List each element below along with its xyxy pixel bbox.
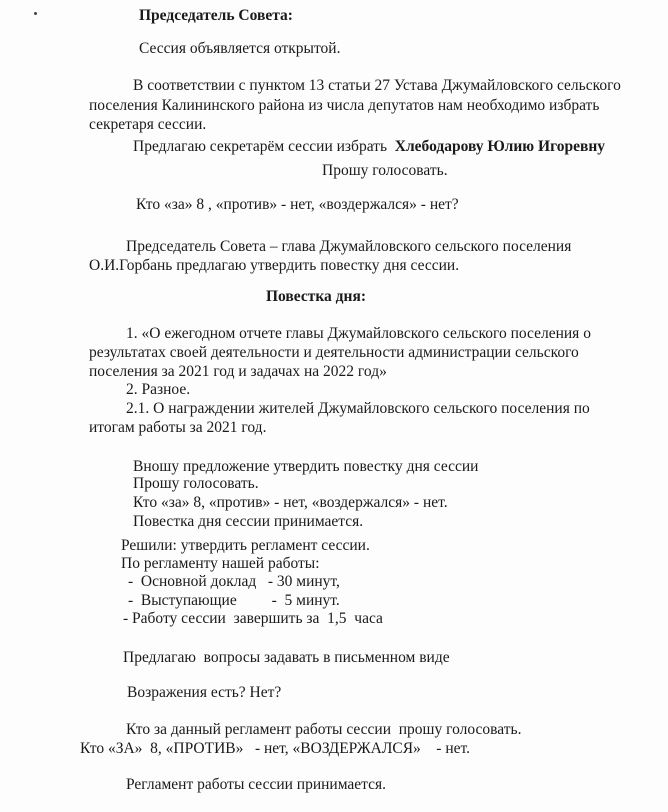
agenda-vote-result: Кто «за» 8, «против» - нет, «воздержался» - нет. (133, 494, 448, 511)
chairman-heading: Председатель Совета: (139, 7, 293, 24)
secretary-candidate-name: Хлебодарову Юлию Игоревну (394, 138, 606, 155)
regulation-item-duration: - Работу сессии завершить за 1,5 часа (123, 610, 383, 627)
scan-speck (34, 12, 37, 15)
session-opening: Сессия объявляется открытой. (139, 40, 341, 57)
agenda-title: Повестка дня: (266, 288, 366, 305)
regulation-vote-request: Кто за данный регламент работы сессии прошу голосовать. (126, 721, 522, 738)
secretary-vote-result: Кто «за» 8 , «против» - нет, «воздержался» - нет? (136, 196, 459, 213)
secretary-proposal (133, 138, 605, 156)
regulation-accepted: Регламент работы сессии принимается. (126, 776, 387, 793)
secretary-proposal-text: Предлагаю секретарём сессии избрать (133, 138, 388, 155)
regulation-item-speakers: - Выступающие - 5 минут. (128, 592, 340, 609)
secretary-paragraph-line-3: секретаря сессии. (89, 116, 207, 133)
agenda-vote-request: Прошу голосовать. (133, 475, 259, 492)
agenda-item-2-1-line-1: 2.1. О награждении жителей Джумайловского сельского поселения по (126, 400, 590, 417)
agenda-item-2-1-line-2: итогам работы за 2021 год. (89, 419, 267, 436)
secretary-paragraph-line-1: В соответствии с пунктом 13 статьи 27 Устава Джумайловского сельского (133, 77, 621, 94)
regulation-objections: Возражения есть? Нет? (127, 684, 282, 701)
agenda-item-1-line-1: 1. «О ежегодном отчете главы Джумайловского сельского поселения о (126, 325, 591, 342)
agenda-item-1-line-3: поселения за 2021 год и задачах на 2022 год» (89, 363, 387, 380)
regulation-decision: Решили: утвердить регламент сессии. (121, 537, 370, 554)
regulation-intro: По регламенту нашей работы: (121, 555, 320, 572)
regulation-vote-result: Кто «ЗА» 8, «ПРОТИВ» - нет, «ВОЗДЕРЖАЛСЯ» - нет. (80, 740, 470, 757)
regulation-questions: Предлагаю вопросы задавать в письменном виде (123, 649, 450, 666)
agenda-item-2: 2. Разное. (126, 381, 191, 398)
agenda-intro-line-2: О.И.Горбань предлагаю утвердить повестку дня сессии. (89, 257, 460, 274)
regulation-item-main-report: - Основной доклад - 30 минут, (128, 573, 340, 590)
agenda-item-1-line-2: результатах своей деятельности и деятельности администрации сельского (89, 344, 579, 361)
agenda-accepted: Повестка дня сессии принимается. (133, 513, 364, 530)
agenda-intro-line-1: Председатель Совета – глава Джумайловского сельского поселения (126, 238, 572, 255)
agenda-vote-proposal: Вношу предложение утвердить повестку дня сессии (133, 458, 479, 475)
secretary-paragraph-line-2: поселения Калининского района из числа депутатов нам необходимо избрать (89, 97, 600, 114)
secretary-vote-request: Прошу голосовать. (322, 162, 448, 179)
